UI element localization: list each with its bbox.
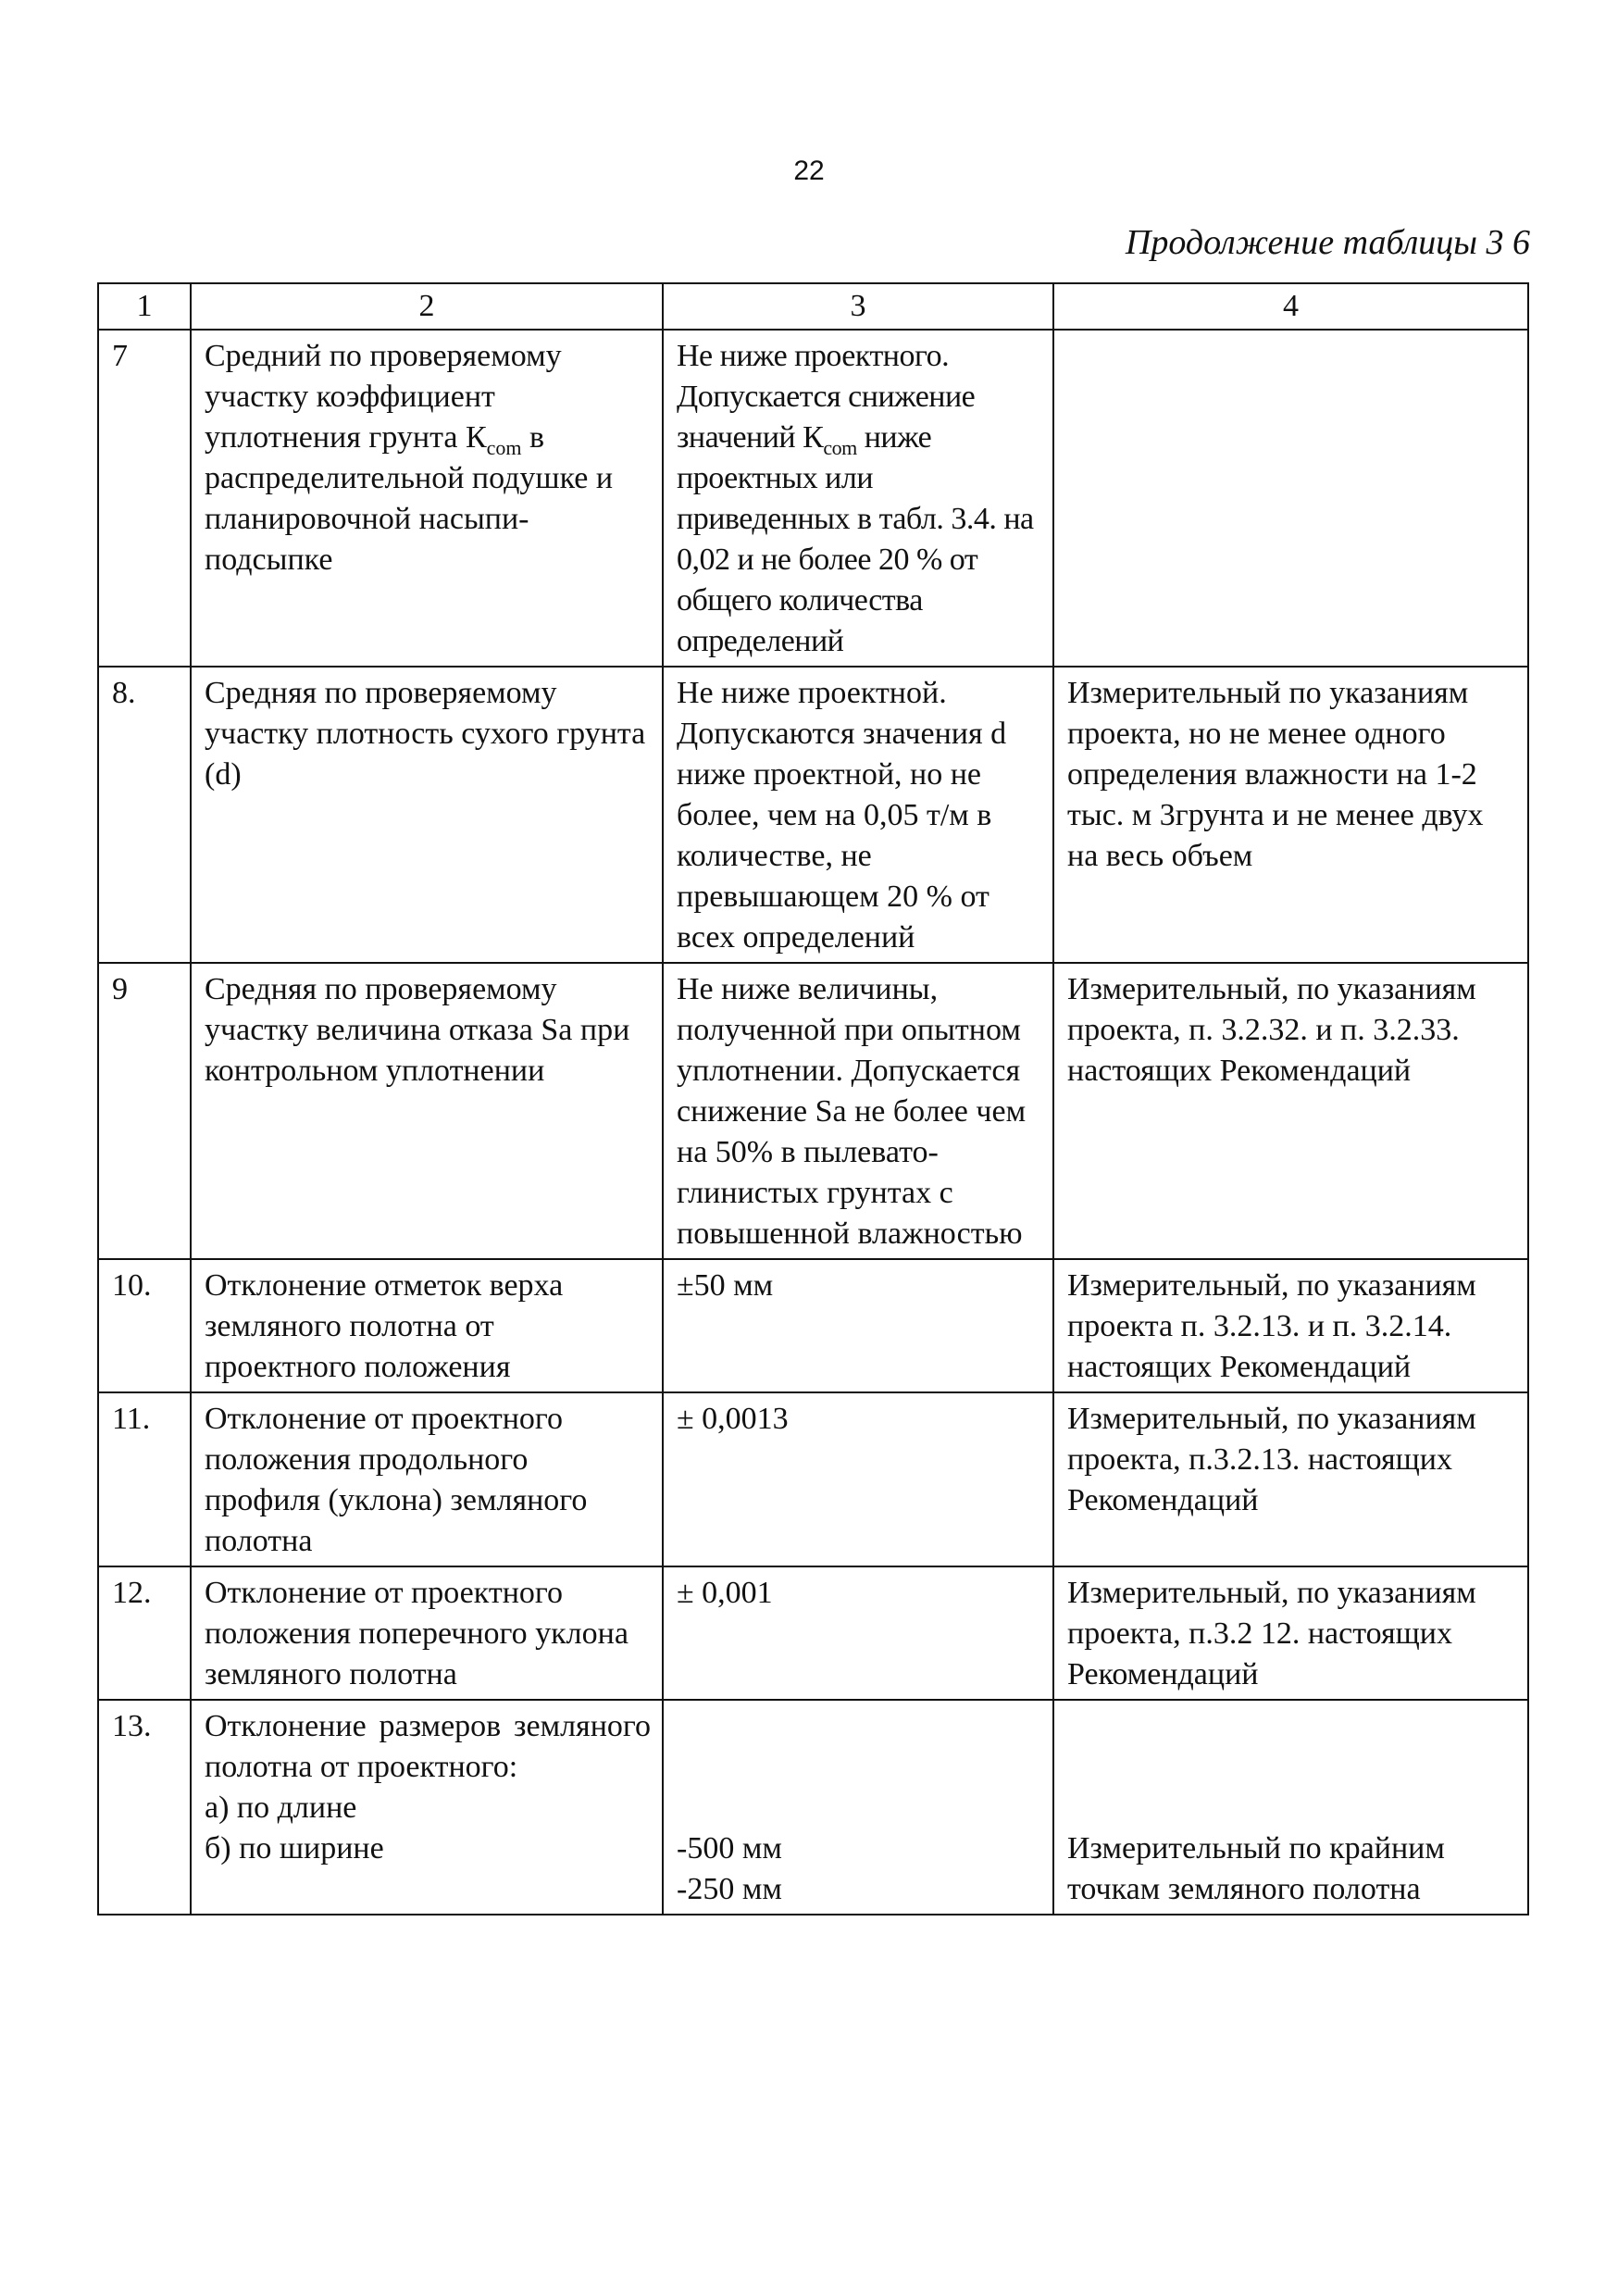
row-number: 13. [98, 1700, 191, 1915]
row-number: 12. [98, 1566, 191, 1700]
row-control-method: Измерительный по указаниям проекта, но не менее одного определения влажности на 1-2 тыс. м 3грунта и не менее двух на весь объем [1053, 667, 1528, 963]
row-requirement [663, 1700, 1053, 1915]
column-header-3: 3 [663, 283, 1053, 330]
row-parameter: Отклонение от проектного положения поперечного уклона земляного полотна [191, 1566, 663, 1700]
requirement-length: -500 мм [677, 1831, 782, 1866]
row-requirement: ± 0,0013 [663, 1392, 1053, 1566]
row-parameter: Отклонение отметок верха земляного полотна от проектного положения [191, 1259, 663, 1392]
table-row [98, 1566, 1528, 1700]
parameter-text: Средний по проверяемому участку коэффициент уплотнения грунта К [205, 339, 562, 455]
row-requirement: Не ниже величины, полученной при опытном уплотнении. Допускается снижение Sa не более чем на 50% в пылевато-глинистых грунтах с повышенной влажностью [663, 963, 1053, 1259]
requirement-text: Не ниже проектного. Допускается снижение значений К [677, 339, 976, 455]
table-row [98, 330, 1528, 667]
row-number: 11. [98, 1392, 191, 1566]
row-control-method: Измерительный, по указаниям проекта п. 3.2.13. и п. 3.2.14. настоящих Рекомендаций [1053, 1259, 1528, 1392]
column-header-4: 4 [1053, 283, 1528, 330]
row-requirement [663, 330, 1053, 667]
continuation-title: Продолжение таблицы 3 6 [1125, 223, 1530, 262]
row-control-method: Измерительный, по указаниям проекта, п.3.2 12. настоящих Рекомендаций [1053, 1566, 1528, 1700]
row-requirement: ±50 мм [663, 1259, 1053, 1392]
table-row [98, 1392, 1528, 1566]
table-row [98, 963, 1528, 1259]
subscript: com [823, 435, 857, 459]
parameter-item-width: б) по ширине [205, 1831, 384, 1866]
table-row [98, 1700, 1528, 1915]
row-requirement: ± 0,001 [663, 1566, 1053, 1700]
row-number: 8. [98, 667, 191, 963]
row-parameter: Отклонение от проектного положения продольного профиля (уклона) земляного полотна [191, 1392, 663, 1566]
requirement-width: -250 мм [677, 1872, 782, 1906]
row-number: 10. [98, 1259, 191, 1392]
table-row [98, 1259, 1528, 1392]
row-parameter: Средняя по проверяемому участку величина отказа Sa при контрольном уплотнении [191, 963, 663, 1259]
column-header-2: 2 [191, 283, 663, 330]
subscript: com [486, 435, 522, 459]
row-parameter [191, 1700, 663, 1915]
row-number: 9 [98, 963, 191, 1259]
row-parameter: Средняя по проверяемому участку плотность сухого грунта (d) [191, 667, 663, 963]
row-control-method: Измерительный, по указаниям проекта, п.3.2.13. настоящих Рекомендаций [1053, 1392, 1528, 1566]
row-requirement: Не ниже проектной. Допускаются значения d ниже проектной, но не более, чем на 0,05 т/м в количестве, не превышающем 20 % от всех определений [663, 667, 1053, 963]
table-header-row [98, 283, 1528, 330]
inspection-table [97, 282, 1529, 1915]
row-control-method [1053, 1700, 1528, 1915]
requirement-text-cont: ниже проектных или приведенных в табл. 3.4. на 0,02 и не более 20 % от общего количества определений [677, 420, 1034, 658]
parameter-intro: Отклонение размеров земляного полотна от проектного: [205, 1709, 651, 1784]
table-row [98, 667, 1528, 963]
row-control-method [1053, 330, 1528, 667]
row-number: 7 [98, 330, 191, 667]
row-control-method: Измерительный, по указаниям проекта, п. 3.2.32. и п. 3.2.33. настоящих Рекомендаций [1053, 963, 1528, 1259]
parameter-item-length: а) по длине [205, 1791, 357, 1825]
control-method-text: Измерительный по крайним точкам земляного полотна [1067, 1831, 1445, 1906]
column-header-1: 1 [98, 283, 191, 330]
page-number: 22 [793, 156, 825, 186]
parameter-text-cont: в распределительной подушке и планировочной насыпи-подсыпке [205, 420, 614, 577]
row-parameter [191, 330, 663, 667]
